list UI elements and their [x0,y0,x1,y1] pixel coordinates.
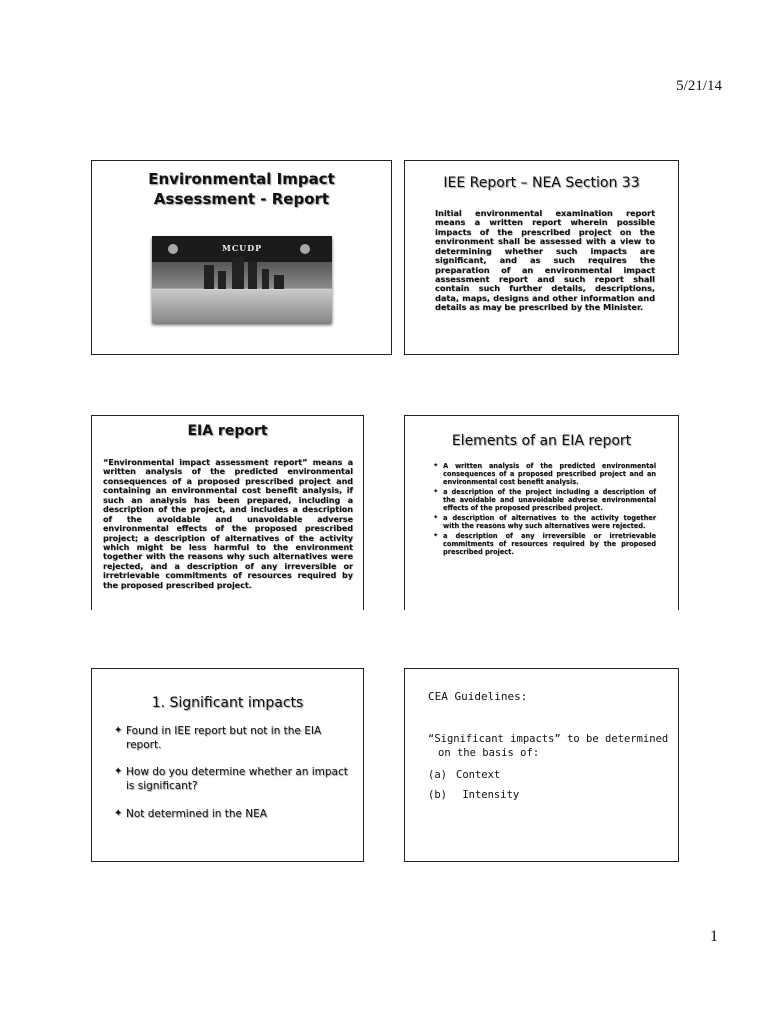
page-number: 1 [710,928,718,945]
list-item: ✦ a description of any irreversible or irretrievable commitments of resources required by the proposed prescribed project. [433,532,656,556]
list-item [428,769,500,781]
list-item [428,789,519,801]
slide-2 [404,160,679,355]
building-shape [262,269,269,289]
water-reflection [152,290,332,323]
list-item-marker: (b) [428,789,447,801]
city-skyline-image [152,236,332,323]
slide-6-paragraph: “Significant impacts” to be determined on the basis of: [428,733,669,759]
slide-1-title-line-2: Assessment - Report [153,189,330,208]
building-shape [248,262,257,289]
slide-5-bullet-list [114,725,354,835]
list-item: ✦ a description of the project including a description of the avoidable and unavoidable adverse environmental effects of the proposed prescribed project. [433,488,656,512]
list-item: ✦ Not determined in the NEA [114,808,354,822]
emblem-left-icon [168,244,178,254]
slide-3-body: “Environmental impact assessment report” means a written analysis of the predicted environmental consequences of a proposed prescribed project and containing an environmental cost benefit analysis, if such an analysis has been prepared, including a description of the project, and includes a description of the avoidable and unavoidable adverse environmental effects of the proposed prescribed project; a description of alternatives of the activity which might be less harmful to the environment together with the reasons why such alternatives were rejected, and a description of any irreversible or irretrievable commitments of resources required by the proposed prescribed project. [103,458,353,590]
list-item-marker: (a) [428,769,447,781]
list-item: ✦ a description of alternatives to the activity together with the reasons why such alternatives were rejected. [433,514,656,530]
building-shape [218,271,226,289]
slide-5-title: 1. Significant impacts [151,695,304,711]
slide-1-title-line-1: Environmental Impact [148,170,335,188]
slide-3 [91,415,364,610]
slide-3-title: EIA report [187,423,268,439]
building-shape [204,265,214,289]
page-date: 5/21/14 [676,78,722,94]
building-shape [274,275,284,289]
slide-1 [91,160,392,355]
slide-4 [404,415,679,610]
slide-4-bullet-list [433,462,656,558]
list-item: ✦ How do you determine whether an impact is significant? [114,766,354,793]
image-logo-text: MCUDP [222,243,263,253]
list-item-text: Intensity [462,789,520,801]
slide-6-heading: CEA Guidelines: [428,690,528,703]
slide-4-title: Elements of an EIA report [451,433,632,449]
slide-2-body: Initial environmental examination report means a written report wherein possible impacts of the prescribed project on the environment shall be assessed with a view to determining whether such impacts are significant, and as such requires the preparation of an environmental impact assessment report and such report shall contain such further details, descriptions, data, maps, designs and other information and details as may be prescribed by the Minister. [435,208,655,313]
emblem-right-icon [300,244,310,254]
slide-5 [91,668,364,862]
list-item: ✦ Found in IEE report but not in the EIA report. [114,725,354,752]
slide-1-title [92,170,391,210]
building-shape [232,257,244,289]
list-item-text: Context [456,769,501,781]
slide-6 [404,668,679,862]
slide-2-title: IEE Report – NEA Section 33 [443,175,640,191]
list-item: ✦ A written analysis of the predicted environmental consequences of a proposed prescribed project and an environmental cost benefit analysis. [433,462,656,486]
